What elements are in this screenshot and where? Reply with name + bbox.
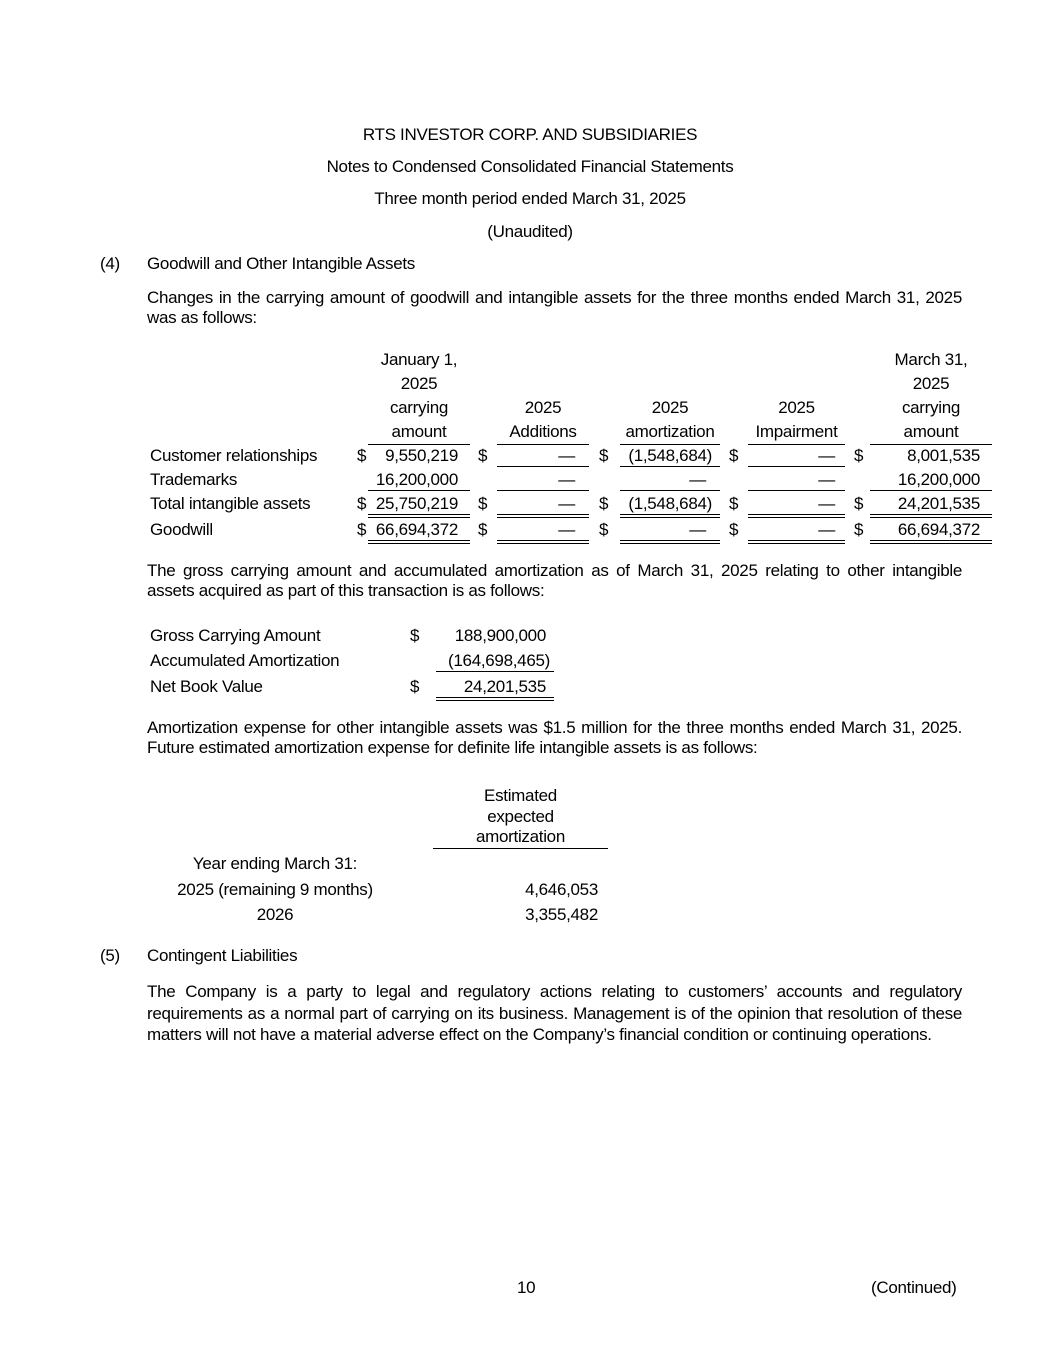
cell-value xyxy=(748,520,845,544)
company-name: RTS INVESTOR CORP. AND SUBSIDIARIES xyxy=(362,125,698,144)
header-line: amortization xyxy=(625,422,715,441)
header-line: 2025 xyxy=(524,398,562,417)
cell-value xyxy=(620,520,720,544)
currency-symbol: $ xyxy=(357,446,367,465)
header-line: Estimated xyxy=(484,786,557,805)
period-line: Three month period ended March 31, 2025 xyxy=(374,189,686,208)
unaudited-label: (Unaudited) xyxy=(487,222,573,241)
document-subtitle: Notes to Condensed Consolidated Financial Statements xyxy=(326,157,734,176)
cell-value xyxy=(748,470,845,491)
net-book-label: Net Book Value xyxy=(150,677,263,696)
year-label: 2025 (remaining 9 months) xyxy=(177,880,373,899)
year-value: 3,355,482 xyxy=(525,905,598,924)
cell-value xyxy=(870,520,992,544)
header-line: Additions xyxy=(509,422,577,441)
cell-text: 16,200,000 xyxy=(897,470,980,489)
note4-title: Goodwill and Other Intangible Assets xyxy=(147,254,415,273)
cell-text: (164,698,465) xyxy=(448,651,550,670)
gross-label: Gross Carrying Amount xyxy=(150,626,321,645)
currency-symbol: $ xyxy=(478,494,488,513)
header-line: expected xyxy=(487,806,554,826)
cell-value xyxy=(870,470,992,491)
cell-value: 9,550,219 xyxy=(385,446,458,465)
cell-text: — xyxy=(689,470,706,489)
header-line: 2025 xyxy=(651,398,689,417)
cell-value xyxy=(368,494,470,518)
currency-symbol: $ xyxy=(599,494,609,513)
cell-value xyxy=(368,520,470,544)
note5-title: Contingent Liabilities xyxy=(147,946,298,965)
cell-text: 66,694,372 xyxy=(375,520,458,539)
row-label-goodwill: Goodwill xyxy=(150,520,213,539)
cell-value xyxy=(870,494,992,518)
currency-symbol: $ xyxy=(729,494,739,513)
cell-value xyxy=(368,470,470,491)
note5-number: (5) xyxy=(100,946,120,965)
cell-text: 24,201,535 xyxy=(897,494,980,513)
header-line: 2025 xyxy=(912,374,950,393)
note5-text: The Company is a party to legal and regulatory actions relating to customers’ accounts and regulatory requirements as a normal part of carrying on its business. Management is of the opinion that resolution of these matters will not have a material adverse effect on the Company’s financial condition or continuing operations. xyxy=(147,982,962,1044)
header-line: January 1, xyxy=(380,350,458,369)
col-header-amortization xyxy=(620,396,720,445)
currency-symbol: $ xyxy=(478,520,488,539)
currency-symbol: $ xyxy=(599,446,609,465)
header-line: Impairment xyxy=(755,422,838,441)
cell-value xyxy=(497,446,589,467)
cell-text: — xyxy=(818,446,835,465)
net-book-value xyxy=(436,677,554,701)
col-header-impairment xyxy=(748,396,845,445)
cell-value xyxy=(497,470,589,491)
cell-value xyxy=(497,520,589,544)
note4-number: (4) xyxy=(100,254,120,273)
row-label-trademarks: Trademarks xyxy=(150,470,238,489)
currency-symbol: $ xyxy=(854,446,864,465)
col-header-jan xyxy=(368,348,470,445)
continued-label: (Continued) xyxy=(871,1278,957,1297)
cell-text: 25,750,219 xyxy=(375,494,458,513)
cell-text: — xyxy=(818,520,835,539)
currency-symbol: $ xyxy=(729,520,739,539)
page-number: 10 xyxy=(517,1278,536,1297)
currency-symbol: $ xyxy=(357,494,367,513)
currency-symbol: $ xyxy=(854,520,864,539)
cell-text: (1,548,684) xyxy=(628,494,712,513)
currency-symbol: $ xyxy=(357,520,367,539)
currency-symbol: $ xyxy=(854,494,864,513)
cell-value xyxy=(748,446,845,467)
header-line: carrying xyxy=(389,398,449,417)
row-label-customer-relationships: Customer relationships xyxy=(150,446,318,465)
header-line: March 31, xyxy=(894,350,968,369)
year-value: 4,646,053 xyxy=(525,880,598,899)
gross-intro: The gross carrying amount and accumulated amortization as of March 31, 2025 relating to other intangible assets acquired as part of this transaction is as follows: xyxy=(147,561,962,600)
cell-text: 66,694,372 xyxy=(897,520,980,539)
cell-value: 8,001,535 xyxy=(907,446,980,465)
cell-text: — xyxy=(558,520,575,539)
currency-symbol: $ xyxy=(478,446,488,465)
cell-text: — xyxy=(558,470,575,489)
amortization-text: Amortization expense for other intangible assets was $1.5 million for the three months ended March 31, 2025. Future estimated amortization expense for definite life intangible assets is as follows: xyxy=(147,718,962,757)
gross-value: 188,900,000 xyxy=(454,626,546,645)
cell-text: — xyxy=(689,520,706,539)
header-line: amount xyxy=(903,422,959,441)
row-label-total-intangible: Total intangible assets xyxy=(150,494,311,513)
cell-text: 24,201,535 xyxy=(463,677,546,696)
cell-value xyxy=(620,470,720,491)
header-line: amount xyxy=(391,422,447,441)
accumulated-value xyxy=(436,651,554,672)
accumulated-label: Accumulated Amortization xyxy=(150,651,340,670)
cell-text: — xyxy=(558,446,575,465)
header-line: 2025 xyxy=(778,398,815,417)
amortization-header xyxy=(433,786,608,849)
note4-intro: Changes in the carrying amount of goodwill and intangible assets for the three months ended March 31, 2025 was as follows: xyxy=(147,288,962,327)
cell-text: (1,548,684) xyxy=(628,446,712,465)
cell-text: 16,200,000 xyxy=(375,470,458,489)
cell-text: — xyxy=(818,494,835,513)
currency-symbol: $ xyxy=(729,446,739,465)
cell-text: — xyxy=(558,494,575,513)
currency-symbol: $ xyxy=(410,677,420,696)
header-line: amortization xyxy=(476,827,565,846)
cell-text: — xyxy=(818,470,835,489)
currency-symbol: $ xyxy=(599,520,609,539)
cell-value xyxy=(748,494,845,518)
header-line: carrying xyxy=(901,398,961,417)
header-line: 2025 xyxy=(400,374,438,393)
cell-value xyxy=(620,494,720,518)
col-header-mar xyxy=(870,348,992,445)
currency-symbol: $ xyxy=(410,626,420,645)
cell-value xyxy=(497,494,589,518)
col-header-additions xyxy=(497,396,589,445)
cell-value xyxy=(620,446,720,467)
year-label: 2026 xyxy=(256,905,294,924)
year-ending-caption: Year ending March 31: xyxy=(192,854,358,873)
